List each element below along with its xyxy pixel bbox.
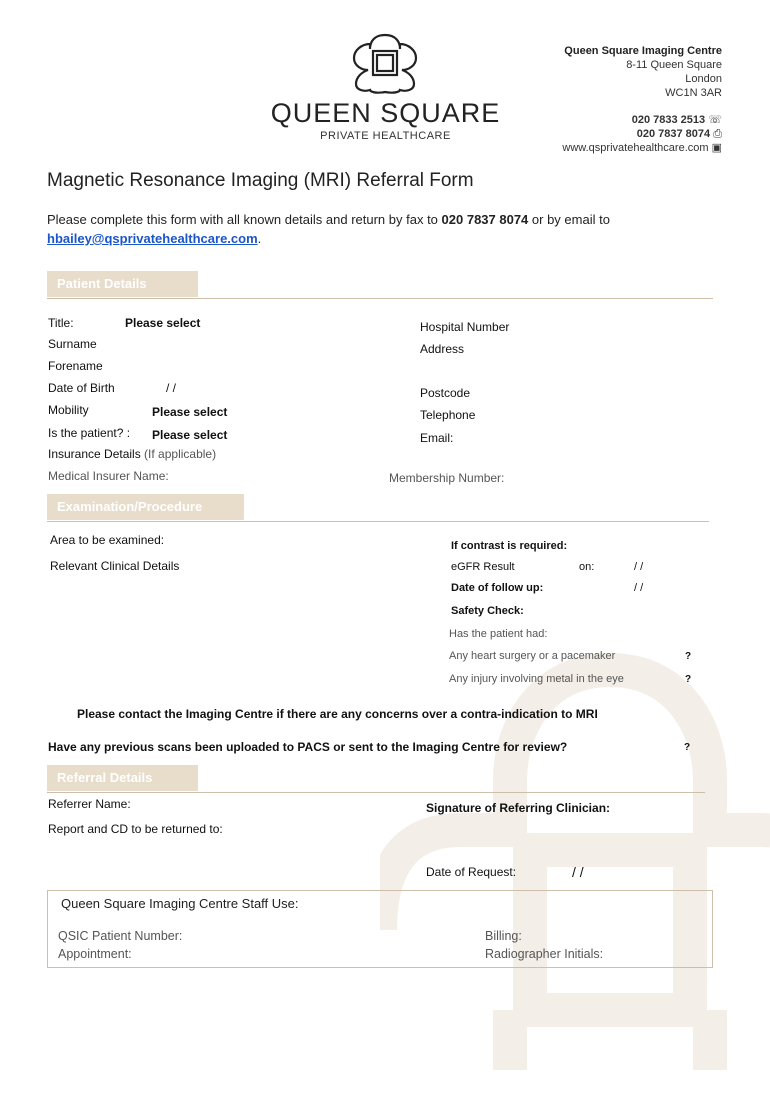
address-line-3: WC1N 3AR [665, 87, 722, 99]
heart-surgery-label: Any heart surgery or a pacemaker [449, 650, 616, 662]
clinical-details-label: Relevant Clinical Details [50, 559, 180, 573]
examination-header: Examination/Procedure [47, 494, 244, 520]
egfr-on-label: on: [579, 561, 595, 573]
metal-eye-label: Any injury involving metal in the eye [449, 673, 624, 685]
mobility-label: Mobility [48, 403, 89, 417]
egfr-date-input[interactable]: / / [634, 561, 644, 573]
computer-icon: ▣ [711, 142, 722, 154]
phone-number: 020 7833 2513 [631, 114, 706, 126]
email-label: Email: [420, 431, 454, 445]
contact-block [562, 113, 722, 155]
area-examined-label: Area to be examined: [50, 533, 165, 547]
address-label: Address [420, 342, 465, 356]
section-divider [47, 298, 713, 299]
form-title: Magnetic Resonance Imaging (MRI) Referral Form [47, 170, 474, 191]
heart-surgery-select[interactable]: ? [685, 651, 692, 662]
centre-name: Queen Square Imaging Centre [564, 45, 722, 57]
date-request-input[interactable]: / / [572, 864, 584, 880]
telephone-label: Telephone [420, 408, 476, 422]
hospital-number-label: Hospital Number [420, 320, 510, 334]
intro-text: Please complete this form with all known details and return by fax to [47, 212, 442, 227]
contra-indication-notice: Please contact the Imaging Centre if there are any concerns over a contra-indication to MRI [77, 707, 598, 721]
dob-label: Date of Birth [48, 381, 115, 395]
address-line-1: 8-11 Queen Square [626, 59, 722, 71]
date-request-label: Date of Request: [426, 865, 517, 879]
mobility-select[interactable]: Please select [152, 405, 228, 419]
intro-end: . [257, 231, 262, 246]
queen-square-logo-icon [350, 32, 420, 94]
intro-middle: or by email to [528, 212, 610, 227]
report-return-label: Report and CD to be returned to: [48, 822, 223, 836]
insurance-note: (If applicable) [140, 447, 217, 461]
address-line-2: London [685, 73, 722, 85]
is-patient-select[interactable]: Please select [152, 428, 228, 442]
insurance-label-text: Insurance Details [48, 447, 141, 461]
brand-name: QUEEN SQUARE [270, 98, 501, 128]
insurer-name-label: Medical Insurer Name: [48, 469, 169, 483]
section-divider [47, 792, 705, 793]
pacs-question: Have any previous scans been uploaded to PACS or sent to the Imaging Centre for review? [48, 740, 568, 754]
is-patient-label: Is the patient? : [48, 426, 131, 440]
form-intro [47, 212, 610, 227]
section-divider [47, 521, 709, 522]
fax-icon: ⎙ [713, 128, 722, 140]
intro-fax: 020 7837 8074 [441, 212, 529, 227]
email-link[interactable]: hbailey@qsprivatehealthcare.com [47, 231, 258, 246]
form-intro-email-line [47, 231, 261, 246]
signature-label: Signature of Referring Clinician: [426, 801, 611, 815]
followup-date-input[interactable]: / / [634, 582, 644, 594]
has-had-label: Has the patient had: [449, 628, 548, 640]
egfr-label: eGFR Result [451, 561, 515, 573]
forename-label: Forename [48, 359, 103, 373]
metal-eye-select[interactable]: ? [685, 674, 692, 685]
billing-label: Billing: [485, 929, 522, 943]
insurance-label [48, 447, 216, 461]
followup-label: Date of follow up: [451, 582, 544, 594]
appointment-label: Appointment: [58, 947, 132, 961]
centre-address [564, 44, 722, 100]
brand-subtitle: PRIVATE HEALTHCARE [320, 130, 451, 142]
pacs-select[interactable]: ? [684, 742, 691, 753]
title-label: Title: [48, 316, 74, 330]
phone-icon: ☏ [708, 114, 722, 126]
membership-number-label: Membership Number: [389, 471, 505, 485]
contrast-label: If contrast is required: [451, 540, 568, 552]
radiographer-initials-label: Radiographer Initials: [485, 947, 604, 961]
website-link[interactable]: www.qsprivatehealthcare.com [562, 142, 709, 154]
referral-details-header: Referral Details [47, 765, 198, 791]
patient-details-header: Patient Details [47, 271, 198, 297]
safety-check-label: Safety Check: [451, 605, 524, 617]
fax-number: 020 7837 8074 [636, 128, 711, 140]
qsic-patient-number-label: QSIC Patient Number: [58, 929, 183, 943]
dob-input[interactable]: / / [166, 381, 177, 395]
staff-use-title: Queen Square Imaging Centre Staff Use: [61, 896, 299, 911]
surname-label: Surname [48, 337, 97, 351]
referrer-name-label: Referrer Name: [48, 797, 131, 811]
title-select[interactable]: Please select [125, 316, 201, 330]
postcode-label: Postcode [420, 386, 471, 400]
